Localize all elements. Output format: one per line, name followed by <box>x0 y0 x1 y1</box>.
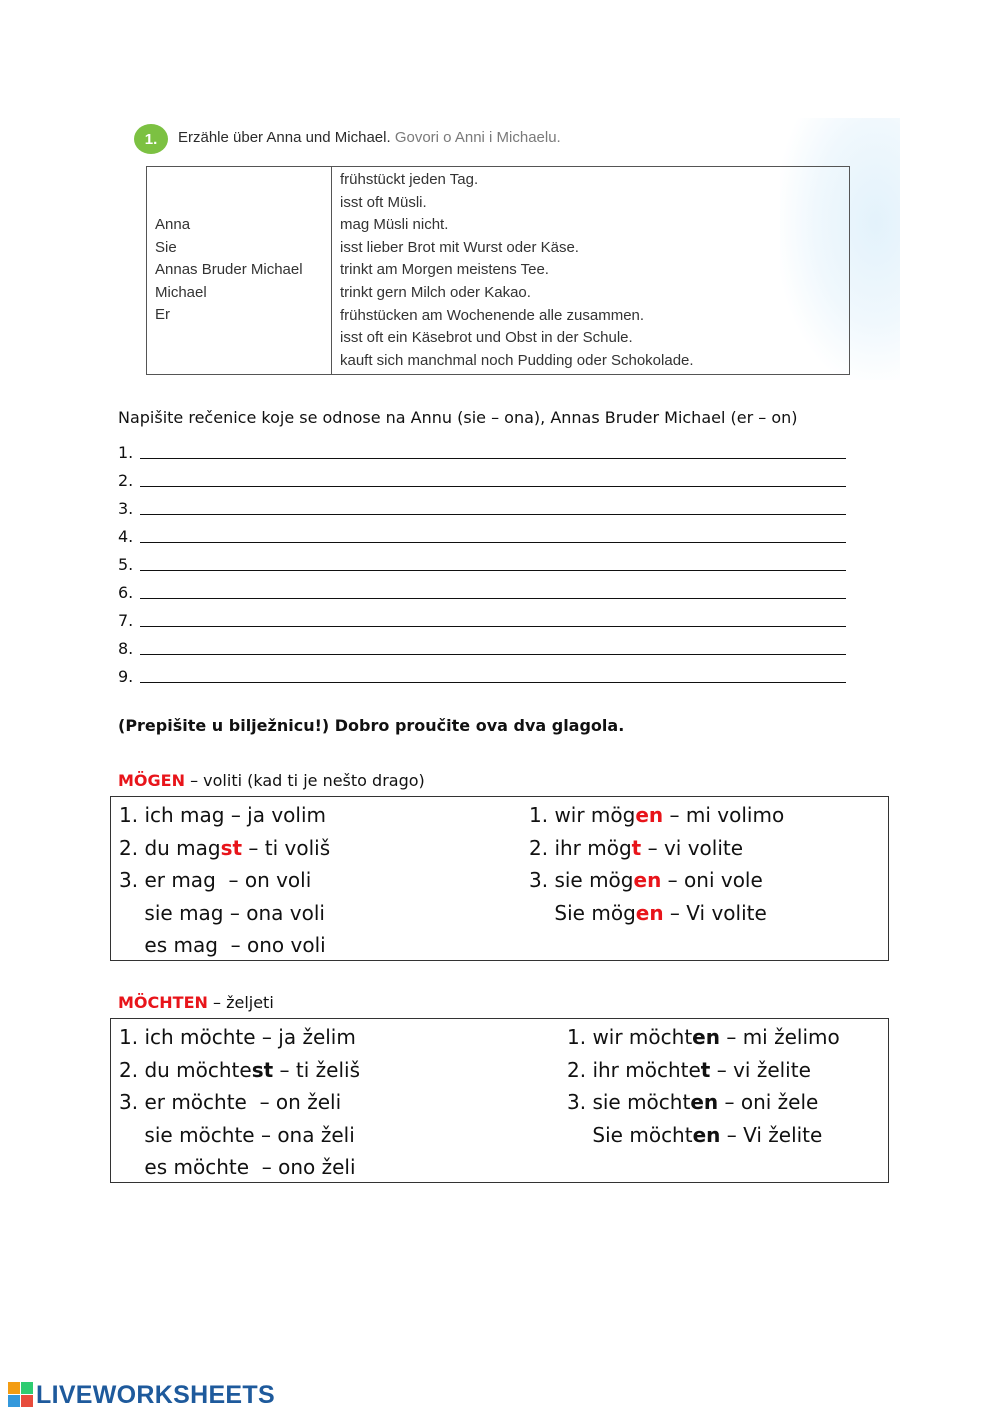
conjugation-ending: en <box>692 1122 721 1147</box>
conjugation-line <box>119 1021 360 1054</box>
table-predicate: isst oft Müsli. <box>340 193 427 211</box>
predicate-column <box>340 169 694 372</box>
answer-line-number: 6. <box>118 583 134 602</box>
conjugation-ending: st <box>220 835 243 860</box>
copy-instruction: (Prepišite u bilježnicu!) Dobro proučite ova dva glagola. <box>118 716 625 735</box>
conjugation-line <box>567 1119 840 1152</box>
subject-column <box>155 214 303 327</box>
conjugation-line <box>567 1054 840 1087</box>
table-subject: Annas Bruder Michael <box>155 261 303 279</box>
answer-line-number: 8. <box>118 639 134 658</box>
conjugation-ending: en <box>635 803 664 827</box>
conjugation-line <box>567 1086 840 1119</box>
conjugation-line <box>119 1086 360 1119</box>
answer-line-number: 7. <box>118 611 134 630</box>
logo-text: LIVEWORKSHEETS <box>36 1380 275 1409</box>
answer-line-number: 4. <box>118 527 134 546</box>
conjugation-ending: t <box>700 1057 711 1082</box>
conjugation-line <box>119 929 330 962</box>
logo-cube <box>8 1395 20 1407</box>
logo-cube <box>8 1382 20 1394</box>
exercise-number-badge <box>134 124 168 154</box>
moegen-heading <box>118 771 425 790</box>
table-predicate: trinkt gern Milch oder Kakao. <box>340 283 531 301</box>
conjugation-translation: – ti želiš <box>273 1057 360 1082</box>
moechten-verb: MÖCHTEN <box>118 993 208 1012</box>
answer-line <box>118 492 858 518</box>
conjugation-translation: – Vi volite <box>663 900 767 925</box>
conjugation-line <box>529 832 784 865</box>
conjugation-ending: en <box>690 1090 719 1114</box>
moechten-heading <box>118 993 274 1012</box>
conjugation-translation: – Vi želite <box>720 1122 823 1147</box>
table-predicate: frühstückt jeden Tag. <box>340 171 479 188</box>
conjugation-stem: 3. er möchte – on želi <box>119 1090 342 1114</box>
answer-line-number: 3. <box>118 499 134 518</box>
table-predicate: trinkt am Morgen meistens Tee. <box>340 261 549 279</box>
conjugation-line <box>529 897 784 930</box>
answer-blank-field[interactable] <box>140 610 846 627</box>
exercise-title <box>178 129 561 146</box>
conjugation-stem: sie möchte – ona želi <box>119 1122 355 1147</box>
exercise-number: 1. <box>144 130 158 148</box>
conjugation-line <box>529 864 784 897</box>
answer-line <box>118 464 858 490</box>
moegen-singular <box>119 799 330 962</box>
conjugation-stem: Sie möcht <box>567 1122 693 1147</box>
conjugation-ending: st <box>251 1057 274 1082</box>
table-predicate: isst lieber Brot mit Wurst oder Käse. <box>340 238 579 256</box>
answer-line-number: 1. <box>118 443 134 462</box>
logo-cube <box>21 1395 33 1407</box>
moechten-meaning: – željeti <box>212 993 274 1012</box>
conjugation-ending: t <box>631 835 642 860</box>
conjugation-stem: 1. wir mög <box>529 803 636 827</box>
table-predicate: frühstücken am Wochenende alle zusammen. <box>340 306 645 324</box>
conjugation-line <box>567 1021 840 1054</box>
conjugation-stem: 2. du mag <box>119 835 221 860</box>
table-predicate: isst oft ein Käsebrot und Obst in der Schule. <box>340 329 633 347</box>
conjugation-stem: 3. sie mög <box>529 868 634 892</box>
table-subject: Er <box>155 306 170 324</box>
answer-blank-field[interactable] <box>140 470 846 487</box>
table-predicate: kauft sich manchmal noch Pudding oder Schokolade. <box>340 351 694 369</box>
conjugation-translation: – vi želite <box>710 1057 811 1082</box>
conjugation-translation: – ti voliš <box>242 835 331 860</box>
table-subject: Michael <box>155 283 207 301</box>
conjugation-stem: es mag – ono voli <box>119 933 326 957</box>
conjugation-stem: 1. wir möcht <box>567 1025 693 1049</box>
conjugation-line <box>119 1151 360 1184</box>
conjugation-stem: 3. er mag – on voli <box>119 868 312 892</box>
conjugation-translation: – mi želimo <box>719 1025 840 1049</box>
conjugation-translation: – oni žele <box>718 1090 819 1114</box>
conjugation-line <box>529 799 784 832</box>
phrase-table <box>146 166 850 375</box>
conjugation-line <box>119 897 330 930</box>
moegen-conjugation-box <box>110 796 889 961</box>
answer-line <box>118 548 858 574</box>
logo-cube <box>21 1382 33 1394</box>
answer-line <box>118 660 858 686</box>
answer-line-number: 5. <box>118 555 134 574</box>
answer-line-number: 9. <box>118 667 134 686</box>
conjugation-stem: 1. ich möchte – ja želim <box>119 1025 356 1049</box>
conjugation-ending: en <box>633 868 662 892</box>
conjugation-stem: Sie mög <box>529 900 636 925</box>
answer-line <box>118 604 858 630</box>
conjugation-translation: – oni vole <box>661 868 763 892</box>
answer-blank-field[interactable] <box>140 554 846 571</box>
exercise-title-german: Erzähle über Anna und Michael. <box>178 129 391 146</box>
conjugation-line <box>119 864 330 897</box>
conjugation-stem: 3. sie möcht <box>567 1090 691 1114</box>
answer-line <box>118 632 858 658</box>
liveworksheets-logo <box>8 1380 275 1410</box>
conjugation-stem: 2. ihr möchte <box>567 1057 701 1082</box>
moechten-plural <box>567 1021 840 1151</box>
conjugation-line <box>119 1119 360 1152</box>
moechten-conjugation-box <box>110 1018 889 1183</box>
conjugation-ending: en <box>635 900 664 925</box>
answer-line-number: 2. <box>118 471 134 490</box>
answer-line <box>118 436 858 462</box>
answer-blank-field[interactable] <box>140 526 846 543</box>
table-subject: Sie <box>155 238 177 256</box>
conjugation-stem: 2. ihr mög <box>529 835 632 860</box>
answer-line <box>118 576 858 602</box>
table-divider <box>331 167 332 374</box>
moegen-plural <box>529 799 784 929</box>
conjugation-stem: 2. du möchte <box>119 1057 252 1082</box>
table-subject: Anna <box>155 216 191 233</box>
conjugation-stem: 1. ich mag – ja volim <box>119 803 327 827</box>
moegen-verb: MÖGEN <box>118 771 185 790</box>
answer-blank-field[interactable] <box>140 582 846 599</box>
moechten-singular <box>119 1021 360 1184</box>
conjugation-stem: sie mag – ona voli <box>119 900 325 925</box>
table-predicate: mag Müsli nicht. <box>340 216 449 234</box>
conjugation-ending: en <box>692 1025 720 1049</box>
answer-blank-field[interactable] <box>140 498 846 515</box>
answer-blank-field[interactable] <box>140 442 846 459</box>
answer-line <box>118 520 858 546</box>
conjugation-line <box>119 832 330 865</box>
conjugation-translation: – vi volite <box>641 835 744 860</box>
moegen-meaning: – voliti (kad ti je nešto drago) <box>190 771 425 790</box>
conjugation-line <box>119 1054 360 1087</box>
conjugation-line <box>119 799 330 832</box>
conjugation-stem: es möchte – ono želi <box>119 1155 356 1179</box>
writing-instruction: Napišite rečenice koje se odnose na Annu (sie – ona), Annas Bruder Michael (er – on) <box>118 408 798 427</box>
logo-cubes-icon <box>8 1382 34 1408</box>
answer-blank-field[interactable] <box>140 638 846 655</box>
answer-blank-field[interactable] <box>140 666 846 683</box>
exercise-title-croatian: Govori o Anni i Michaelu. <box>394 129 561 146</box>
conjugation-translation: – mi volimo <box>663 803 785 827</box>
